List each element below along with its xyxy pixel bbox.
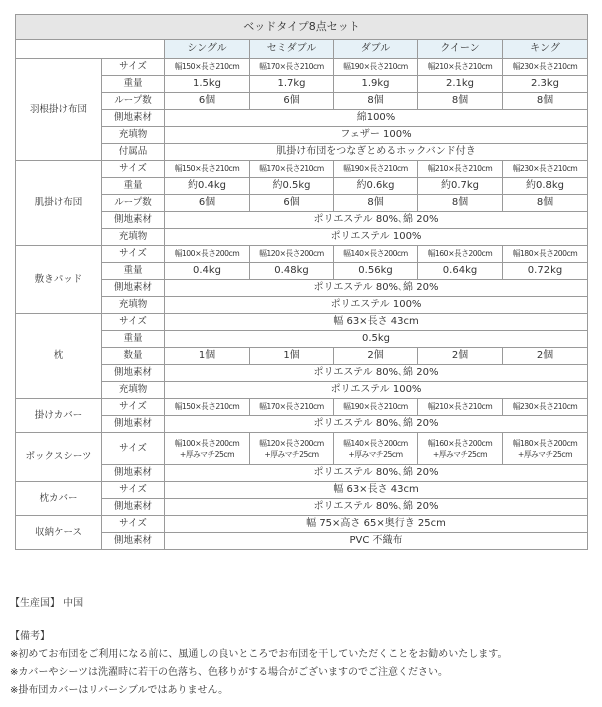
cell-weight: 1.9kg: [334, 76, 418, 93]
cell-size: 幅210×長さ210cm: [418, 59, 503, 76]
category-comforter: 羽根掛け布団: [16, 59, 102, 161]
cell-loops: 8個: [418, 93, 503, 110]
size-line: 幅100×長さ200cm: [174, 438, 240, 448]
cell-qty: 1個: [250, 348, 334, 365]
table-row: [16, 348, 588, 365]
cell-size: 幅170×長さ210cm: [250, 161, 334, 178]
row-label: ループ数: [102, 93, 165, 110]
cell-weight: 0.5kg: [165, 331, 588, 348]
cell-qty: 2個: [418, 348, 503, 365]
cell-filling: ポリエステル 100%: [165, 297, 588, 314]
row-label: サイズ: [102, 433, 165, 465]
header-blank: [16, 40, 165, 59]
row-label: 充填物: [102, 382, 165, 399]
cell-size: 幅190×長さ210cm: [334, 399, 418, 416]
size-line: 幅160×長さ200cm: [427, 438, 493, 448]
cell-qty: 2個: [334, 348, 418, 365]
cell-size: 幅170×長さ210cm: [250, 59, 334, 76]
row-label: サイズ: [102, 246, 165, 263]
cell-weight: 約0.5kg: [250, 178, 334, 195]
cell-size: 幅 63×長さ 43cm: [165, 314, 588, 331]
note-line: ※カバーやシーツは洗濯時に若干の色落ち、色移りがする場合がございますのでご注意ください。: [10, 667, 448, 678]
gusset-line: +厚みマチ25cm: [517, 449, 573, 459]
table-row: [16, 314, 588, 331]
category-light-comforter: 肌掛け布団: [16, 161, 102, 246]
cell-weight: 0.72kg: [503, 263, 588, 280]
cell-weight: 0.4kg: [165, 263, 250, 280]
cell-weight: 2.3kg: [503, 76, 588, 93]
cell-accessory: 肌掛け布団をつなぎとめるホックバンド付き: [165, 144, 588, 161]
cell-weight: 約0.8kg: [503, 178, 588, 195]
cell-loops: 8個: [418, 195, 503, 212]
table-row: [16, 516, 588, 533]
cell-size: [503, 433, 588, 465]
cell-loops: 8個: [503, 93, 588, 110]
cell-size: 幅150×長さ210cm: [165, 59, 250, 76]
cell-fabric: ポリエステル 80%､綿 20%: [165, 499, 588, 516]
cell-weight: 0.56kg: [334, 263, 418, 280]
cell-weight: 2.1kg: [418, 76, 503, 93]
table-row: [16, 365, 588, 382]
cell-fabric: ポリエステル 80%､綿 20%: [165, 280, 588, 297]
cell-fabric: ポリエステル 80%､綿 20%: [165, 212, 588, 229]
cell-fabric: 綿100%: [165, 110, 588, 127]
notes-title: 【備考】: [10, 631, 50, 642]
table-row: [16, 399, 588, 416]
cell-loops: 8個: [334, 93, 418, 110]
cell-fabric: ポリエステル 80%､綿 20%: [165, 416, 588, 433]
table-row: [16, 482, 588, 499]
row-label: 重量: [102, 331, 165, 348]
cell-size: 幅150×長さ210cm: [165, 161, 250, 178]
row-label: 側地素材: [102, 416, 165, 433]
cell-loops: 8個: [503, 195, 588, 212]
cell-size: 幅140×長さ200cm: [334, 246, 418, 263]
cell-fabric: PVC 不織布: [165, 533, 588, 550]
row-label: 側地素材: [102, 365, 165, 382]
row-label: サイズ: [102, 516, 165, 533]
table-row: [16, 59, 588, 76]
cell-size: 幅230×長さ210cm: [503, 399, 588, 416]
table-row: [16, 433, 588, 465]
row-label: 側地素材: [102, 280, 165, 297]
table-row: [16, 110, 588, 127]
row-label: 充填物: [102, 229, 165, 246]
table-row: [16, 144, 588, 161]
row-label: 側地素材: [102, 465, 165, 482]
cell-size: [334, 433, 418, 465]
cell-size: 幅160×長さ200cm: [418, 246, 503, 263]
row-label: ループ数: [102, 195, 165, 212]
table-row: [16, 212, 588, 229]
cell-filling: ポリエステル 100%: [165, 229, 588, 246]
table-row: [16, 93, 588, 110]
cell-size: 幅120×長さ200cm: [250, 246, 334, 263]
cell-filling: ポリエステル 100%: [165, 382, 588, 399]
row-label: 重量: [102, 76, 165, 93]
row-label: サイズ: [102, 161, 165, 178]
note-line: ※初めてお布団をご利用になる前に、風通しの良いところでお布団を干していただくことをお勧めいたします。: [10, 649, 508, 660]
table-row: [16, 127, 588, 144]
table-row: [16, 178, 588, 195]
row-label: 数量: [102, 348, 165, 365]
cell-weight: 0.48kg: [250, 263, 334, 280]
size-header-row: [16, 40, 588, 59]
table-row: [16, 280, 588, 297]
cell-size: 幅190×長さ210cm: [334, 161, 418, 178]
row-label: 側地素材: [102, 212, 165, 229]
cell-weight: 約0.6kg: [334, 178, 418, 195]
size-line: 幅140×長さ200cm: [343, 438, 408, 448]
cell-weight: 約0.4kg: [165, 178, 250, 195]
row-label: 側地素材: [102, 499, 165, 516]
table-title: ベッドタイプ8点セット: [16, 15, 588, 40]
cell-size: 幅170×長さ210cm: [250, 399, 334, 416]
row-label: 重量: [102, 263, 165, 280]
row-label: 側地素材: [102, 533, 165, 550]
cell-size: 幅 75×高さ 65×奥行き 25cm: [165, 516, 588, 533]
row-label: 重量: [102, 178, 165, 195]
cell-loops: 8個: [334, 195, 418, 212]
cell-size: 幅100×長さ200cm: [165, 246, 250, 263]
cell-weight: 0.64kg: [418, 263, 503, 280]
table-row: [16, 465, 588, 482]
category-comforter-cover: 掛けカバー: [16, 399, 102, 433]
row-label: 付属品: [102, 144, 165, 161]
cell-size: 幅210×長さ210cm: [418, 161, 503, 178]
table-row: [16, 416, 588, 433]
cell-loops: 6個: [165, 195, 250, 212]
size-line: 幅120×長さ200cm: [259, 438, 324, 448]
cell-loops: 6個: [250, 195, 334, 212]
cell-qty: 2個: [503, 348, 588, 365]
category-box-sheet: ボックスシーツ: [16, 433, 102, 482]
cell-loops: 6個: [250, 93, 334, 110]
row-label: サイズ: [102, 399, 165, 416]
table-row: [16, 229, 588, 246]
cell-filling: フェザー 100%: [165, 127, 588, 144]
header-queen: クイーン: [418, 40, 503, 59]
cell-size: 幅230×長さ210cm: [503, 161, 588, 178]
category-storage-case: 収納ケース: [16, 516, 102, 550]
cell-size: 幅230×長さ210cm: [503, 59, 588, 76]
table-row: [16, 246, 588, 263]
header-double: ダブル: [334, 40, 418, 59]
cell-size: 幅150×長さ210cm: [165, 399, 250, 416]
table-row: [16, 195, 588, 212]
cell-size: 幅190×長さ210cm: [334, 59, 418, 76]
title-row: [16, 15, 588, 40]
row-label: サイズ: [102, 59, 165, 76]
cell-size: 幅180×長さ200cm: [503, 246, 588, 263]
table-row: [16, 533, 588, 550]
size-line: 幅180×長さ200cm: [512, 438, 578, 448]
cell-size: 幅 63×長さ 43cm: [165, 482, 588, 499]
gusset-line: +厚みマチ25cm: [179, 449, 235, 459]
category-pillow-cover: 枕カバー: [16, 482, 102, 516]
category-bed-pad: 敷きパッド: [16, 246, 102, 314]
note-line: ※掛布団カバーはリバーシブルではありません。: [10, 685, 229, 696]
cell-size: [418, 433, 503, 465]
category-pillow: 枕: [16, 314, 102, 399]
table-row: [16, 331, 588, 348]
table-row: [16, 297, 588, 314]
gusset-line: +厚みマチ25cm: [348, 449, 403, 459]
table-row: [16, 499, 588, 516]
gusset-line: +厚みマチ25cm: [264, 449, 319, 459]
header-semi-double: セミダブル: [250, 40, 334, 59]
row-label: 側地素材: [102, 110, 165, 127]
cell-fabric: ポリエステル 80%､綿 20%: [165, 365, 588, 382]
table-row: [16, 76, 588, 93]
cell-weight: 1.5kg: [165, 76, 250, 93]
cell-loops: 6個: [165, 93, 250, 110]
table-row: [16, 382, 588, 399]
cell-size: 幅210×長さ210cm: [418, 399, 503, 416]
country-of-origin: 【生産国】 中国: [10, 598, 84, 609]
cell-fabric: ポリエステル 80%､綿 20%: [165, 465, 588, 482]
table-row: [16, 263, 588, 280]
gusset-line: +厚みマチ25cm: [432, 449, 488, 459]
cell-size: [250, 433, 334, 465]
header-king: キング: [503, 40, 588, 59]
cell-size: [165, 433, 250, 465]
table-row: [16, 161, 588, 178]
row-label: サイズ: [102, 482, 165, 499]
spec-table: [15, 14, 588, 550]
row-label: 充填物: [102, 127, 165, 144]
cell-weight: 1.7kg: [250, 76, 334, 93]
cell-weight: 約0.7kg: [418, 178, 503, 195]
row-label: サイズ: [102, 314, 165, 331]
row-label: 充填物: [102, 297, 165, 314]
cell-qty: 1個: [165, 348, 250, 365]
header-single: シングル: [165, 40, 250, 59]
